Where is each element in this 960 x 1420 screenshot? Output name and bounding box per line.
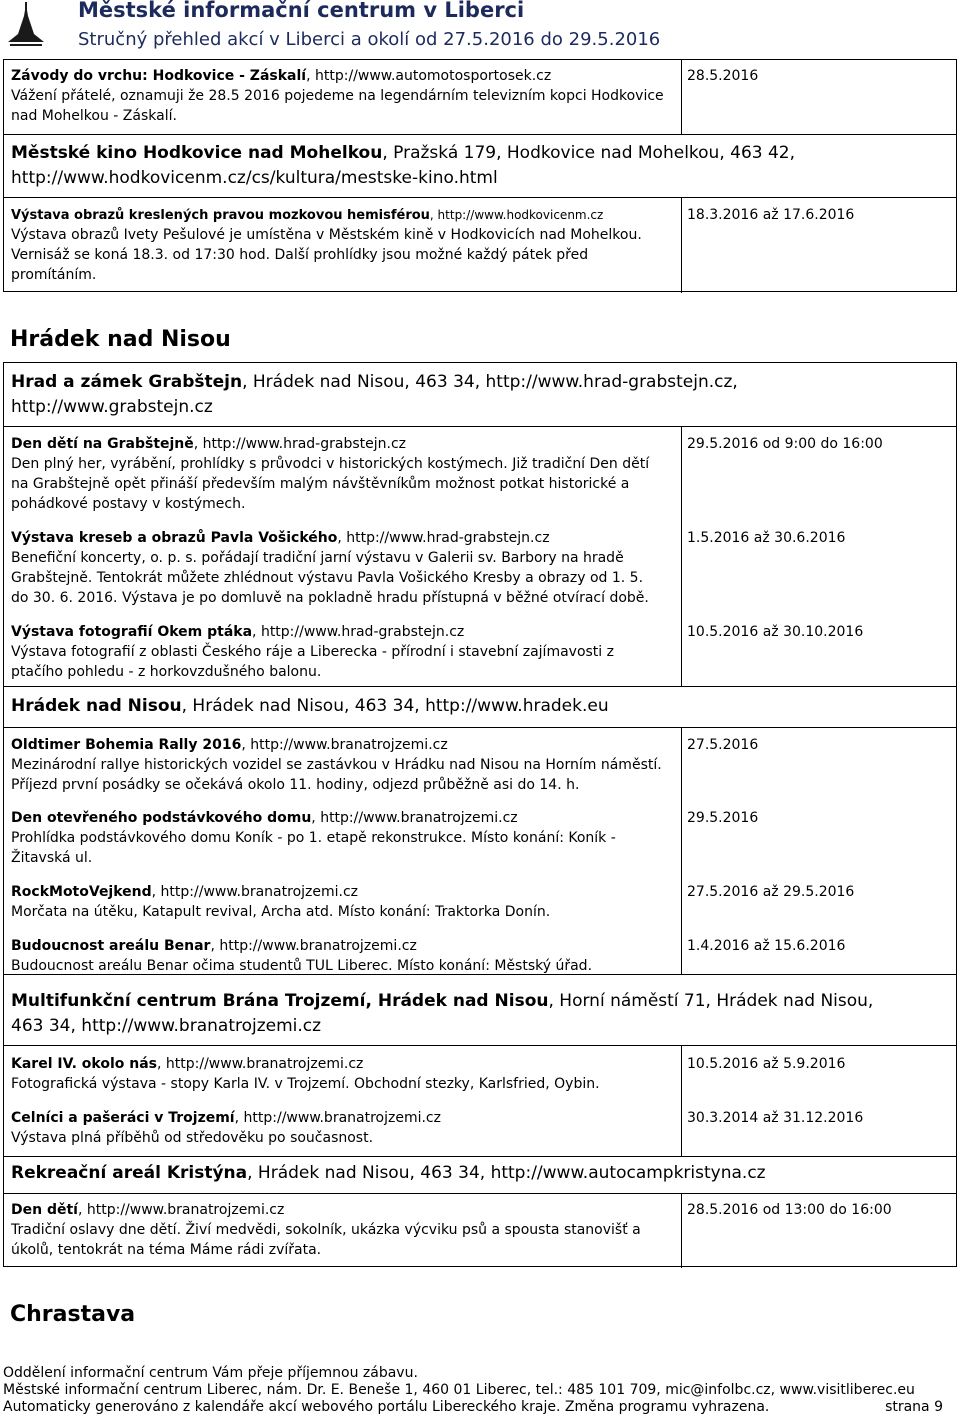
event-title: Výstava kreseb a obrazů Pavla Vošického, http://www.hrad-grabstejn.cz <box>11 530 550 546</box>
page-footer <box>3 1365 957 1416</box>
event-url[interactable]: , http://www.hrad-grabstejn.cz <box>193 436 406 452</box>
page-header <box>0 0 960 56</box>
header-subtitle: Stručný přehled akcí v Liberci a okolí od 27.5.2016 do 29.5.2016 <box>78 29 661 50</box>
event-url[interactable]: , http://www.hodkovicenm.cz <box>429 208 604 222</box>
event-description: Vážení přátelé, oznamuji že 28.5 2016 pojedeme na legendárním televizním kopci Hodkovice nad Mohelkou - Záskalí. <box>11 88 664 124</box>
city-heading: Hrádek nad Nisou <box>10 327 231 352</box>
event-url[interactable]: , http://www.hrad-grabstejn.cz <box>337 530 550 546</box>
events-table-hradek <box>3 362 957 1267</box>
event-url[interactable]: , http://www.branatrojzemi.cz <box>210 938 417 954</box>
event-title: Výstava obrazů kreslených pravou mozkovou hemisférou, http://www.hodkovicenm.cz <box>11 208 604 223</box>
event-url[interactable]: , http://www.branatrojzemi.cz <box>157 1056 364 1072</box>
event-title: Den otevřeného podstávkového domu, http://www.branatrojzemi.cz <box>11 810 518 826</box>
event-url[interactable]: , http://www.branatrojzemi.cz <box>151 884 359 900</box>
event-description: Fotografická výstava - stopy Karla IV. v Trojzemí. Obchodní stezky, Karlsfried, Oybin. <box>11 1076 600 1092</box>
venue-header: Rekreační areál Kristýna, Hrádek nad Nisou, 463 34, http://www.autocampkristyna.cz <box>11 1163 766 1183</box>
event-description: Benefiční koncerty, o. p. s. pořádají tradiční jarní výstavu v Galerii sv. Barbory na hradě Grabštejně. Tentokrát můžete zhlédnout výstavu Pavla Vošického Kresby a obrazy od 1. 5. do 30. 6. 2016. Výstava je po domluvě na pokladně hradu přístupná v běžné otvírací době. <box>11 550 649 606</box>
events-table-hodkovice <box>3 59 957 292</box>
event-title: Budoucnost areálu Benar, http://www.branatrojzemi.cz <box>11 938 417 954</box>
event-description: Tradiční oslavy dne dětí. Živí medvědi, sokolník, ukázka výcviku psů a spousta stanovišť a úkolů, tentokrát na téma Máme rádi zvířata. <box>11 1222 641 1258</box>
event-title: Závody do vrchu: Hodkovice - Záskalí, http://www.automotosportosek.cz <box>11 68 552 84</box>
event-description: Budoucnost areálu Benar očima studentů TUL Liberec. Místo konání: Městský úřad. <box>11 958 593 974</box>
event-title: Oldtimer Bohemia Rally 2016, http://www.branatrojzemi.cz <box>11 737 448 753</box>
event-title: Celníci a pašeráci v Trojzemí, http://www.branatrojzemi.cz <box>11 1110 441 1126</box>
event-date: 1.4.2016 až 15.6.2016 <box>687 938 846 954</box>
event-title: RockMotoVejkend, http://www.branatrojzemi.cz <box>11 884 359 900</box>
event-title: Karel IV. okolo nás, http://www.branatrojzemi.cz <box>11 1056 364 1072</box>
event-date: 18.3.2016 až 17.6.2016 <box>687 207 855 223</box>
venue-header: Městské kino Hodkovice nad Mohelkou, Pražská 179, Hodkovice nad Mohelkou, 463 42, http://www.hodkovicenm.cz/cs/kultura/mestske-kino.html <box>11 141 941 191</box>
event-description: Den plný her, vyrábění, prohlídky s průvodci v historických kostýmech. Již tradiční Den dětí na Grabštejně opět přináší především malým návštěvníkům možnost potkat historické a pohádkové postavy v kostýmech. <box>11 456 650 512</box>
event-description: Výstava fotografií z oblasti Českého ráje a Liberecka - přírodní i stavební zajímavosti z ptačího pohledu - z horkovzdušného balonu. <box>11 644 614 680</box>
event-date: 30.3.2014 až 31.12.2016 <box>687 1110 864 1126</box>
footer-greeting: Oddělení informační centrum Vám přeje příjemnou zábavu. <box>3 1365 418 1381</box>
event-description: Morčata na útěku, Katapult revival, Archa atd. Místo konání: Traktorka Donín. <box>11 904 551 920</box>
header-title: Městské informační centrum v Liberci <box>78 0 525 22</box>
event-date: 10.5.2016 až 5.9.2016 <box>687 1056 846 1072</box>
footer-note: Automaticky generováno z kalendáře akcí webového portálu Libereckého kraje. Změna programu vyhrazena. <box>3 1399 770 1415</box>
event-url[interactable]: , http://www.branatrojzemi.cz <box>77 1202 285 1218</box>
city-heading: Chrastava <box>10 1302 136 1327</box>
venue-header: Hrad a zámek Grabštejn, Hrádek nad Nisou, 463 34, http://www.hrad-grabstejn.cz, http://www.grabstejn.cz <box>11 370 941 420</box>
event-description: Prohlídka podstávkového domu Koník - po 1. etapě rekonstrukce. Místo konání: Koník - Žitavská ul. <box>11 830 616 866</box>
event-date: 27.5.2016 <box>687 737 759 753</box>
liberec-jested-logo-icon <box>6 2 46 50</box>
event-description: Mezinárodní rallye historických vozidel se zastávkou v Hrádku nad Nisou na Horním náměstí. Příjezd první posádky se očekává okolo 11. hodiny, odjezd průběžně asi do 14. h. <box>11 757 662 793</box>
event-title: Výstava fotografií Okem ptáka, http://www.hrad-grabstejn.cz <box>11 624 465 640</box>
venue-url[interactable]: http://www.hodkovicenm.cz/cs/kultura/mestske-kino.html <box>11 168 498 188</box>
event-url[interactable]: , http://www.automotosportosek.cz <box>306 68 552 84</box>
page-number: strana 9 <box>885 1399 943 1415</box>
event-description: Výstava plná příběhů od středověku po současnost. <box>11 1130 374 1146</box>
event-title: Den dětí, http://www.branatrojzemi.cz <box>11 1202 285 1218</box>
event-date: 28.5.2016 od 13:00 do 16:00 <box>687 1202 892 1218</box>
event-description: Výstava obrazů Ivety Pešulové je umístěna v Městském kině v Hodkovicích nad Mohelkou. Vernisáž se koná 18.3. od 17:30 hod. Další prohlídky jsou možné každý pátek před promítáním. <box>11 227 642 283</box>
event-date: 10.5.2016 až 30.10.2016 <box>687 624 864 640</box>
event-date: 29.5.2016 <box>687 810 759 826</box>
event-title: Den dětí na Grabštejně, http://www.hrad-grabstejn.cz <box>11 436 406 452</box>
venue-header: Hrádek nad Nisou, Hrádek nad Nisou, 463 34, http://www.hradek.eu <box>11 696 609 716</box>
event-date: 29.5.2016 od 9:00 do 16:00 <box>687 436 883 452</box>
event-url[interactable]: , http://www.branatrojzemi.cz <box>241 737 448 753</box>
event-date: 27.5.2016 až 29.5.2016 <box>687 884 855 900</box>
event-url[interactable]: , http://www.branatrojzemi.cz <box>234 1110 441 1126</box>
event-date: 1.5.2016 až 30.6.2016 <box>687 530 846 546</box>
event-date: 28.5.2016 <box>687 68 759 84</box>
venue-header: Multifunkční centrum Brána Trojzemí, Hrádek nad Nisou, Horní náměstí 71, Hrádek nad Nisou, 463 34, http://www.branatrojzemi.cz <box>11 991 874 1036</box>
event-url[interactable]: , http://www.hrad-grabstejn.cz <box>252 624 465 640</box>
footer-contact: Městské informační centrum Liberec, nám. Dr. E. Beneše 1, 460 01 Liberec, tel.: 485 101 709, mic@infolbc.cz, www.visitliberec.eu <box>3 1382 915 1398</box>
event-url[interactable]: , http://www.branatrojzemi.cz <box>311 810 518 826</box>
venue-url[interactable]: http://www.grabstejn.cz <box>11 397 213 417</box>
